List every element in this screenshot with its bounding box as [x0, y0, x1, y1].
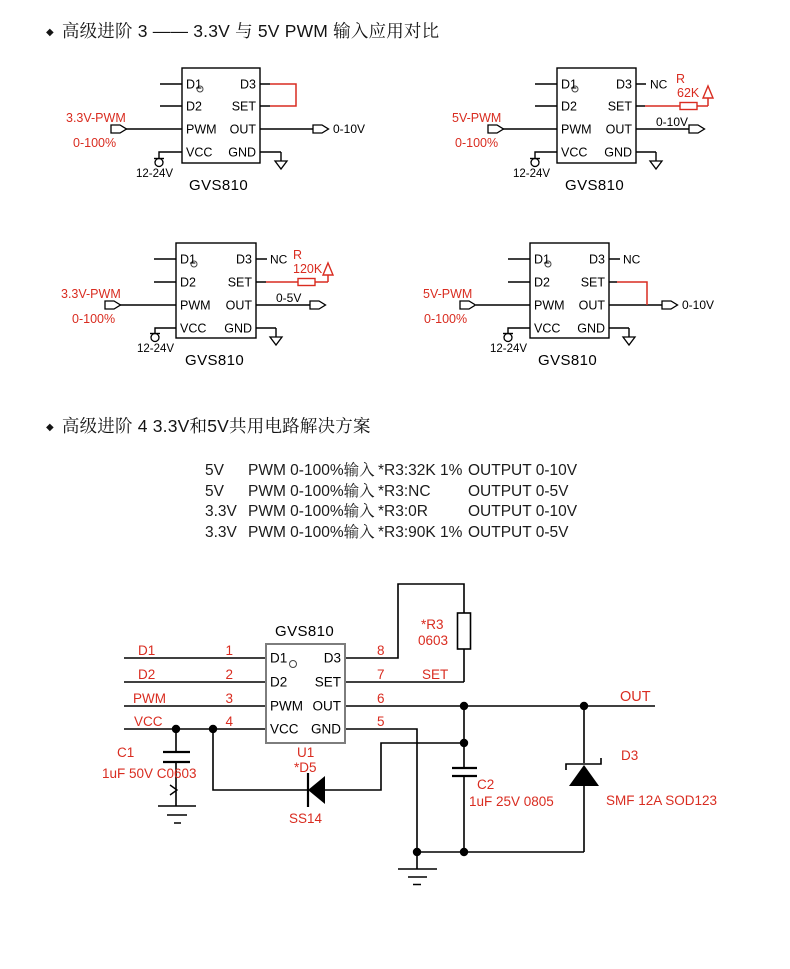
d5-ref-label: *D5 — [294, 760, 317, 775]
output-voltage-label: 0-5V — [276, 291, 302, 305]
net-label-d1: D1 — [138, 643, 156, 658]
power-port-icon — [151, 334, 159, 342]
spec-r3: *R3:32K 1% — [378, 462, 463, 479]
vcc-arrow-icon — [323, 263, 333, 275]
set-resistor-wire — [266, 275, 328, 282]
pin-d2: D2 — [534, 275, 550, 290]
spec-input: PWM 0-100%输入 — [248, 503, 375, 521]
d3-tvs-diode-icon — [569, 765, 599, 786]
net-label-vcc: VCC — [134, 714, 163, 729]
pin-d2: D2 — [180, 275, 196, 290]
spec-voltage: 5V — [205, 462, 224, 479]
pin-vcc: VCC — [561, 145, 588, 160]
set-out-jumper-wire — [617, 282, 647, 305]
pwm-input-port-icon — [488, 125, 504, 133]
pin-number-2: 2 — [225, 667, 233, 682]
d3-set-jumper-wire — [270, 84, 296, 106]
pin-set: SET — [580, 275, 605, 290]
output-voltage-label: 0-10V — [333, 122, 366, 136]
pin-number-1: 1 — [225, 643, 233, 658]
supply-voltage-label: 12-24V — [490, 343, 528, 355]
supply-voltage-label: 12-24V — [137, 343, 175, 355]
pin-set: SET — [227, 275, 252, 290]
pin-number-6: 6 — [377, 691, 385, 706]
pin-out: OUT — [312, 698, 341, 714]
power-port-icon — [504, 334, 512, 342]
pin-number-8: 8 — [377, 643, 385, 658]
nc-label: NC — [623, 252, 641, 267]
pin-vcc: VCC — [186, 145, 213, 160]
pwm-input-port-icon — [460, 301, 476, 309]
duty-cycle-label: 0-100% — [424, 312, 468, 326]
d5-value-label: SS14 — [289, 811, 323, 826]
r3-resistor-body — [458, 613, 471, 649]
pin-d1: D1 — [534, 252, 550, 267]
c1-capacitor-plates — [163, 752, 190, 762]
pin-d2: D2 — [270, 674, 288, 690]
pin-set: SET — [314, 674, 341, 690]
junction-dot — [580, 702, 588, 710]
supply-voltage-label: 12-24V — [513, 168, 551, 180]
diamond-bullet-icon: ◆ — [46, 422, 54, 433]
pin-vcc: VCC — [534, 321, 561, 336]
pin-d1: D1 — [270, 650, 288, 666]
output-port-icon — [662, 301, 678, 309]
spec-input: PWM 0-100%输入 — [248, 524, 375, 542]
d3-value-label: SMF 12A SOD123 — [606, 793, 718, 808]
pin-d3: D3 — [589, 252, 605, 267]
spec-r3: *R3:NC — [378, 482, 431, 500]
chip-name-label: GVS810 — [565, 177, 625, 194]
resistor-value-label: 120K — [293, 262, 323, 276]
spec-output: OUTPUT 0-5V — [468, 524, 569, 542]
r3-ref-label: *R3 — [421, 617, 444, 632]
junction-dot — [413, 848, 421, 856]
spec-r3: *R3:0R — [378, 503, 428, 521]
pin-number-4: 4 — [225, 714, 233, 729]
pin-set: SET — [231, 99, 256, 114]
nc-label: NC — [270, 252, 288, 267]
duty-cycle-label: 0-100% — [73, 136, 117, 150]
chip-name-label: GVS810 — [538, 352, 598, 369]
chip-name-label: GVS810 — [185, 352, 245, 369]
pin-number-3: 3 — [225, 691, 233, 706]
pin-out: OUT — [605, 122, 632, 137]
pin-gnd: GND — [604, 145, 632, 160]
pin-d2: D2 — [561, 99, 577, 114]
c2-capacitor-plates — [452, 768, 477, 776]
ground-icon — [623, 337, 635, 345]
pin-d2: D2 — [186, 99, 202, 114]
shared-circuit-schematic — [102, 584, 717, 885]
circuit-b-5v-pwm-0-10v — [452, 68, 713, 194]
resistor-value-label: 62K — [677, 86, 700, 100]
pin-vcc: VCC — [270, 721, 299, 737]
pin-set: SET — [607, 99, 632, 114]
duty-cycle-label: 0-100% — [455, 136, 499, 150]
net-label-set: SET — [422, 667, 449, 682]
pin-d1: D1 — [180, 252, 196, 267]
output-port-icon — [313, 125, 329, 133]
spec-voltage: 5V — [205, 482, 224, 500]
c2-value-label: 1uF 25V 0805 — [469, 794, 554, 809]
ground-icon — [650, 161, 662, 169]
ground-icon — [270, 337, 282, 345]
resistor-ref-label: R — [676, 72, 686, 86]
pin-out: OUT — [578, 298, 605, 313]
d5-diode-icon — [308, 776, 325, 804]
output-voltage-label: 0-10V — [682, 298, 715, 312]
pin-pwm: PWM — [186, 122, 217, 137]
spec-voltage: 3.3V — [205, 524, 237, 542]
supply-voltage-label: 12-24V — [136, 168, 174, 180]
chip-name-label: GVS810 — [275, 623, 335, 640]
c2-ref-label: C2 — [477, 777, 495, 792]
input-voltage-label: 3.3V-PWM — [66, 111, 126, 125]
pin-out: OUT — [225, 298, 252, 313]
spec-output: OUTPUT 0-10V — [468, 462, 578, 479]
section-3-title-text: 高级进阶 3 —— 3.3V 与 5V PWM 输入应用对比 — [61, 21, 440, 41]
junction-dot — [209, 725, 217, 733]
pin-pwm: PWM — [270, 698, 303, 714]
junction-dot — [460, 739, 468, 747]
power-port-icon — [155, 159, 163, 167]
pin-d3: D3 — [236, 252, 252, 267]
circuit-c-3v3-pwm-0-5v — [61, 243, 333, 369]
pin-d1: D1 — [561, 77, 577, 92]
pin-gnd: GND — [311, 721, 341, 737]
input-voltage-label: 5V-PWM — [452, 111, 502, 125]
pwm-input-port-icon — [111, 125, 127, 133]
pin-gnd: GND — [224, 321, 252, 336]
ground-icon — [275, 161, 287, 169]
d3-ref-label: D3 — [621, 748, 639, 763]
spec-output: OUTPUT 0-5V — [468, 482, 569, 500]
diamond-bullet-icon: ◆ — [46, 27, 54, 38]
output-voltage-label: 0-10V — [656, 115, 689, 129]
output-port-icon — [689, 125, 705, 133]
vcc-arrow-icon — [703, 86, 713, 98]
spec-input: PWM 0-100%输入 — [248, 462, 375, 479]
input-voltage-label: 5V-PWM — [423, 287, 473, 301]
pin-number-5: 5 — [377, 714, 385, 729]
input-voltage-label: 3.3V-PWM — [61, 287, 121, 301]
junction-dot — [460, 702, 468, 710]
output-port-icon — [310, 301, 326, 309]
u1-ref-label: U1 — [297, 745, 315, 760]
pin-d3: D3 — [240, 77, 256, 92]
pin-gnd: GND — [228, 145, 256, 160]
pwm-input-port-icon — [105, 301, 121, 309]
net-label-pwm: PWM — [133, 691, 166, 706]
chip-name-label: GVS810 — [189, 177, 249, 194]
r3-package-label: 0603 — [418, 633, 449, 648]
pin-pwm: PWM — [180, 298, 211, 313]
set-resistor-body — [680, 103, 697, 110]
pin-out: OUT — [229, 122, 256, 137]
c1-value-label: 1uF 50V C0603 — [102, 766, 197, 781]
net-label-d2: D2 — [138, 667, 156, 682]
pin-number-7: 7 — [377, 667, 385, 682]
c1-ref-label: C1 — [117, 745, 135, 760]
pin-pwm: PWM — [534, 298, 565, 313]
spec-voltage: 3.3V — [205, 503, 237, 521]
pin-vcc: VCC — [180, 321, 207, 336]
circuit-a-3v3-pwm-0-10v — [66, 68, 365, 194]
pin-d3: D3 — [616, 77, 632, 92]
set-resistor-body — [298, 279, 315, 286]
circuit-d-5v-pwm-0-10v — [423, 243, 714, 369]
schematic-wiring — [124, 584, 655, 885]
pin-d3: D3 — [323, 650, 341, 666]
section-4-title-text: 高级进阶 4 3.3V和5V共用电路解决方案 — [61, 416, 371, 436]
nc-label: NC — [650, 77, 668, 92]
spec-input: PWM 0-100%输入 — [248, 482, 375, 500]
pin-pwm: PWM — [561, 122, 592, 137]
pin-gnd: GND — [577, 321, 605, 336]
junction-dot — [460, 848, 468, 856]
spec-r3: *R3:90K 1% — [378, 524, 463, 542]
duty-cycle-label: 0-100% — [72, 312, 116, 326]
resistor-ref-label: R — [293, 248, 303, 262]
spec-output: OUTPUT 0-10V — [468, 503, 578, 521]
junction-dot — [172, 725, 180, 733]
net-label-out: OUT — [620, 689, 651, 705]
power-port-icon — [531, 159, 539, 167]
pin-d1: D1 — [186, 77, 202, 92]
